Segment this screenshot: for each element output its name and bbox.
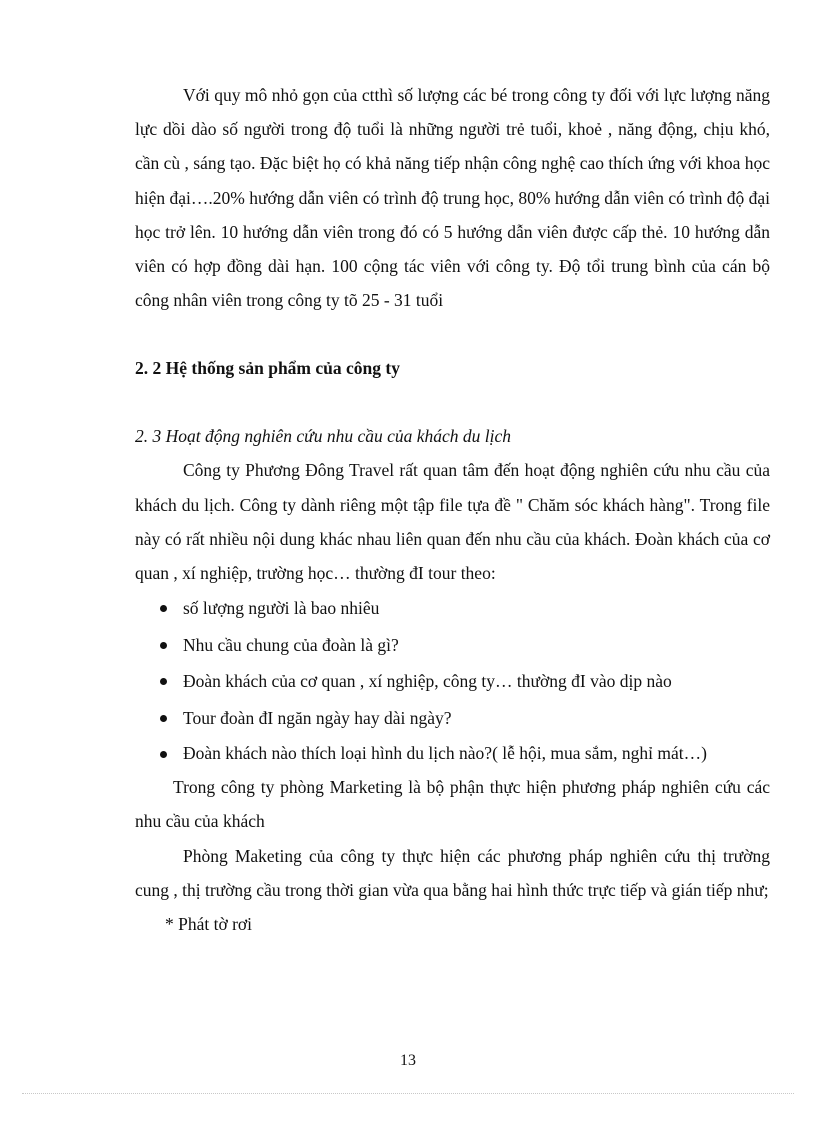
- bullet-icon: [160, 715, 167, 722]
- paragraph-marketing-dept: Trong công ty phòng Marketing là bộ phận thực hiện phương pháp nghiên cứu các nhu cầu của khách: [135, 777, 770, 832]
- page-content: [135, 78, 770, 941]
- footer-divider: [22, 1093, 794, 1094]
- bullet-list: [135, 590, 770, 770]
- page-number: 13: [400, 1052, 416, 1069]
- list-item: Đoàn khách nào thích loại hình du lịch nào?( lễ hội, mua sắm, nghỉ mát…): [135, 736, 770, 770]
- paragraph-flyers: * Phát tờ rơi: [165, 914, 253, 935]
- list-item: Tour đoàn đI ngăn ngày hay dài ngày?: [135, 700, 770, 737]
- bullet-icon: [160, 678, 167, 685]
- list-item: Đoàn khách của cơ quan , xí nghiệp, công ty… thường đI vào dịp nào: [135, 663, 770, 700]
- bullet-icon: [160, 751, 167, 758]
- heading-product-system: 2. 2 Hệ thống sản phẩm của công ty: [135, 358, 400, 379]
- bullet-icon: [160, 605, 167, 612]
- bullet-icon: [160, 642, 167, 649]
- paragraph-marketing-methods: Phòng Maketing của công ty thực hiện các phương pháp nghiên cứu thị trường cung , thị trường cầu trong thời gian vừa qua bằng hai hình thức trực tiếp và gián tiếp như;: [135, 845, 770, 900]
- list-item: Nhu cầu chung của đoàn là gì?: [135, 627, 770, 664]
- heading-research-activity: 2. 3 Hoạt động nghiên cứu nhu cầu của khách du lịch: [135, 426, 512, 447]
- paragraph-staff: Với quy mô nhỏ gọn của ctthì số lượng các bé trong công ty đối với lực lượng năng lực dồi dào số người trong độ tuổi là những người trẻ tuổi, khoẻ , năng động, chịu khó, cần cù , sáng tạo. Đặc biệt họ có khả năng tiếp nhận công nghệ cao thích ứng với khoa học hiện đại….20% hướng dẫn viên có trình độ trung học, 80% hướng dẫn viên có trình độ đại học trở lên. 10 hướng dẫn viên trong đó có 5 hướng dẫn viên được cấp thẻ. 10 hướng dẫn viên có hợp đồng dài hạn. 100 cộng tác viên với công ty. Độ tổi trung bình của cán bộ công nhân viên trong công ty tõ 25 - 31 tuổi: [135, 85, 770, 311]
- list-item: số lượng người là bao nhiêu: [135, 590, 770, 627]
- paragraph-research-intro: Công ty Phương Đông Travel rất quan tâm đến hoạt động nghiên cứu nhu cầu của khách du lịch. Công ty dành riêng một tập file tựa đề " Chăm sóc khách hàng". Trong file này có rất nhiều nội dung khác nhau liên quan đến nhu cầu của khách. Đoàn khách của cơ quan , xí nghiệp, trường học… thường đI tour theo:: [135, 460, 770, 584]
